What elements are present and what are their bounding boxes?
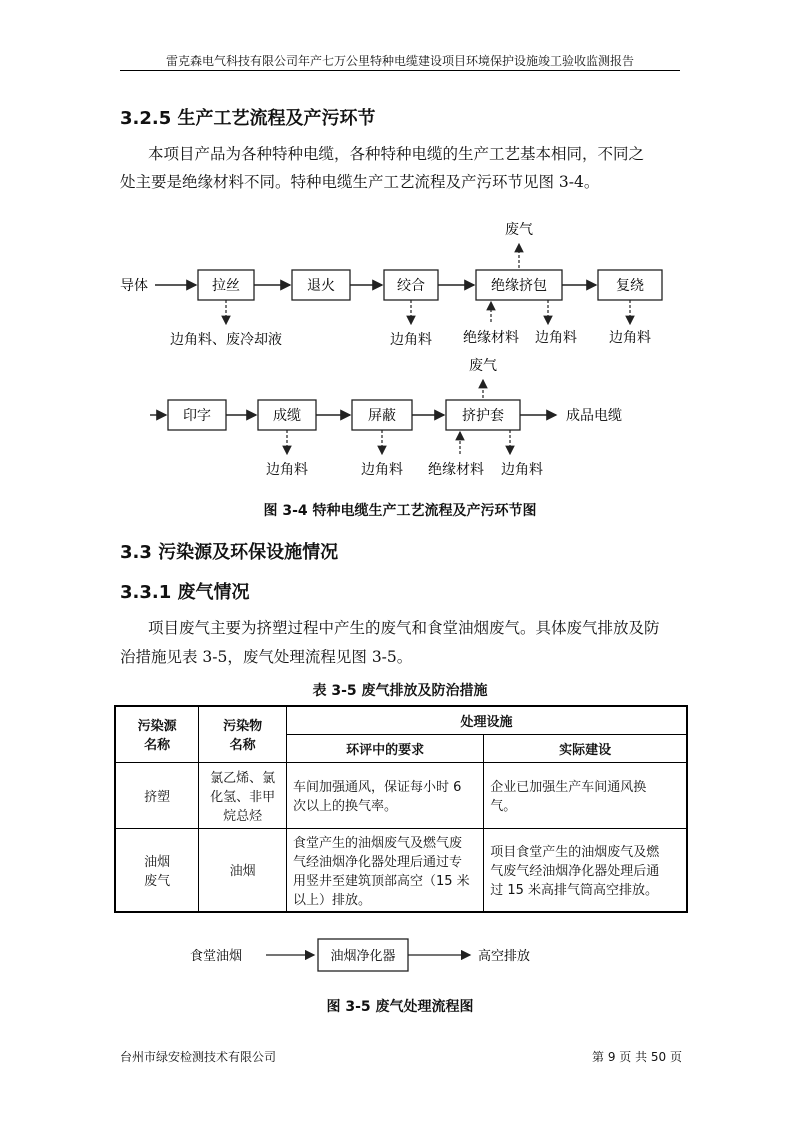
waste-label: 边角料 <box>609 330 651 346</box>
section-heading-33: 3.3 污染源及环保设施情况 <box>120 542 339 563</box>
purifier-label: 油烟净化器 <box>330 949 396 964</box>
header-source: 污染源 名称 <box>115 706 199 762</box>
waste-label: 边角料、废冷却液 <box>170 332 282 348</box>
cell-pollutant: 油烟 <box>199 828 287 912</box>
waste-gas-label: 废气 <box>505 222 533 238</box>
waste-label: 绝缘材料 <box>428 462 484 478</box>
section-heading-325: 3.2.5 生产工艺流程及产污环节 <box>120 108 376 129</box>
table-row <box>115 828 687 912</box>
process-label: 退火 <box>307 278 335 294</box>
cell-pollutant: 氯乙烯、氯 化氢、非甲 烷总烃 <box>199 762 287 828</box>
figure-caption-3-4: 图 3-4 特种电缆生产工艺流程及产污环节图 <box>263 503 537 519</box>
paragraph-line: 本项目产品为各种特种电缆，各种特种电缆的生产工艺基本相同，不同之 <box>148 145 645 163</box>
paragraph-line: 处主要是绝缘材料不同。特种电缆生产工艺流程及产污环节见图 3-4。 <box>120 173 600 191</box>
process-label: 印字 <box>183 408 211 424</box>
header-eia: 环评中的要求 <box>286 734 483 762</box>
cell-source: 挤塑 <box>115 762 199 828</box>
fume-input-label: 食堂油烟 <box>190 949 243 964</box>
report-header: 雷克森电气科技有限公司年产七万公里特种电缆建设项目环境保护设施竣工验收监测报告 <box>165 54 634 68</box>
cell-source: 油烟 废气 <box>115 828 199 912</box>
process-label: 成缆 <box>273 408 301 424</box>
cell-actual: 项目食堂产生的油烟废气及燃 气废气经油烟净化器处理后通 过 15 米高排气筒高空排放。 <box>484 828 687 912</box>
treatment-flow-diagram <box>180 930 620 980</box>
waste-gas-label: 废气 <box>469 358 497 374</box>
product-output-label: 成品电缆 <box>566 408 622 424</box>
conductor-input-label: 导体 <box>120 278 148 294</box>
process-label: 复绕 <box>616 278 644 294</box>
discharge-output-label: 高空排放 <box>478 949 531 964</box>
paragraph-line: 治措施见表 3-5，废气处理流程见图 3-5。 <box>120 648 413 666</box>
process-flow-diagram <box>110 210 690 490</box>
process-label: 拉丝 <box>212 278 240 294</box>
waste-label: 边角料 <box>390 332 432 348</box>
header-rule <box>120 70 680 71</box>
footer-company: 台州市绿安检测技术有限公司 <box>120 1050 277 1064</box>
header-facility: 处理设施 <box>286 706 687 734</box>
header-pollutant: 污染物 名称 <box>199 706 287 762</box>
figure-caption-3-5: 图 3-5 废气处理流程图 <box>326 999 474 1015</box>
process-label: 绝缘挤包 <box>491 278 547 294</box>
table-row <box>115 762 687 828</box>
header-actual: 实际建设 <box>484 734 687 762</box>
section-heading-331: 3.3.1 废气情况 <box>120 582 250 603</box>
cell-eia: 车间加强通风，保证每小时 6 次以上的换气率。 <box>286 762 483 828</box>
waste-label: 边角料 <box>501 462 543 478</box>
process-label: 屏蔽 <box>368 408 396 424</box>
waste-label: 绝缘材料 <box>463 330 519 346</box>
footer-page-number: 第 9 页 共 50 页 <box>592 1050 682 1064</box>
waste-label: 边角料 <box>535 330 577 346</box>
table-caption-3-5: 表 3-5 废气排放及防治措施 <box>312 683 488 699</box>
cell-actual: 企业已加强生产车间通风换 气。 <box>484 762 687 828</box>
waste-label: 边角料 <box>266 462 308 478</box>
process-label: 绞合 <box>397 278 425 294</box>
cell-eia: 食堂产生的油烟废气及燃气废 气经油烟净化器处理后通过专 用竖井至建筑顶部高空（15 米 以上）排放。 <box>286 828 483 912</box>
emission-table <box>114 705 688 913</box>
waste-label: 边角料 <box>361 462 403 478</box>
process-label: 挤护套 <box>462 408 504 424</box>
paragraph-line: 项目废气主要为挤塑过程中产生的废气和食堂油烟废气。具体废气排放及防 <box>148 619 660 637</box>
